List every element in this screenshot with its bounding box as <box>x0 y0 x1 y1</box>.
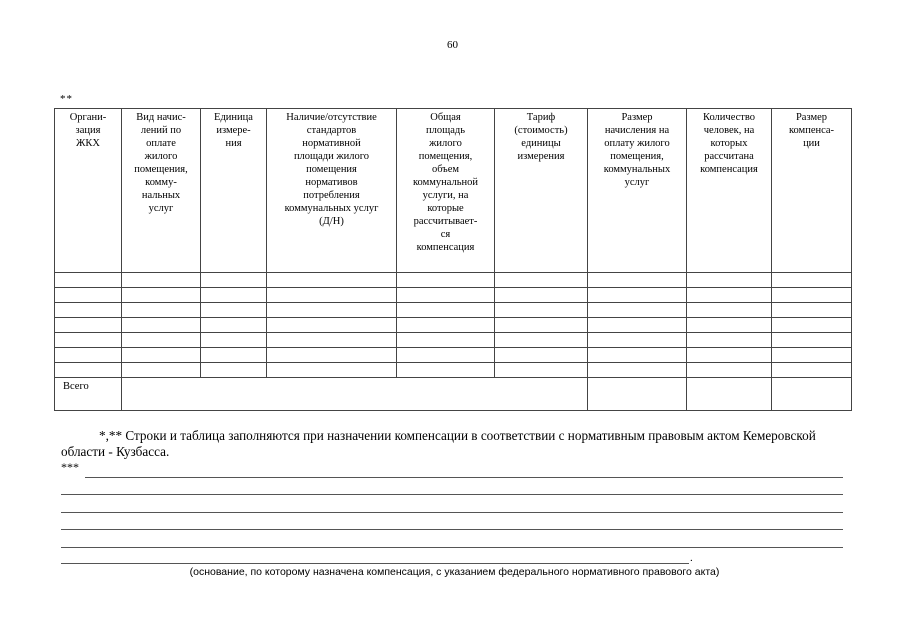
table-cell[interactable] <box>687 288 772 303</box>
basis-footnote-marker: *** <box>61 460 79 474</box>
table-row <box>55 333 852 348</box>
header-total-area: Общая площадь жилого помещения, объем коммунальной услуги, на которые рассчитывает- ся компенсация <box>397 109 495 273</box>
table-cell[interactable] <box>495 288 588 303</box>
table-cell[interactable] <box>687 318 772 333</box>
header-unit: Единица измере- ния <box>201 109 267 273</box>
compensation-table <box>54 108 852 411</box>
table-cell[interactable] <box>122 363 201 378</box>
basis-line-2[interactable] <box>61 494 843 495</box>
table-cell[interactable] <box>267 273 397 288</box>
header-standards: Наличие/отсутствие стандартов нормативной площади жилого помещения нормативов потребления коммунальных услуг (Д/Н) <box>267 109 397 273</box>
table-cell[interactable] <box>687 333 772 348</box>
table-header-row <box>55 109 852 273</box>
total-merged-cell[interactable] <box>122 378 588 411</box>
header-organization: Органи- зация ЖКХ <box>55 109 122 273</box>
table-cell[interactable] <box>495 318 588 333</box>
table-cell[interactable] <box>201 288 267 303</box>
total-compensation-cell[interactable] <box>772 378 852 411</box>
table-cell[interactable] <box>122 288 201 303</box>
table-cell[interactable] <box>495 333 588 348</box>
table-cell[interactable] <box>55 288 122 303</box>
table-cell[interactable] <box>772 303 852 318</box>
table-cell[interactable] <box>397 348 495 363</box>
table-cell[interactable] <box>55 348 122 363</box>
table-cell[interactable] <box>267 303 397 318</box>
table-cell[interactable] <box>267 318 397 333</box>
table-cell[interactable] <box>495 273 588 288</box>
footnote-body: *,** Строки и таблица заполняются при назначении компенсации в соответствии с нормативным правовым актом Кемеровской области - Кузбасса. <box>61 428 816 459</box>
table-cell[interactable] <box>55 303 122 318</box>
basis-line-6[interactable] <box>61 563 689 564</box>
table-cell[interactable] <box>687 363 772 378</box>
table-cell[interactable] <box>772 363 852 378</box>
table-cell[interactable] <box>772 288 852 303</box>
table-cell[interactable] <box>55 273 122 288</box>
table-cell[interactable] <box>201 333 267 348</box>
table-cell[interactable] <box>267 333 397 348</box>
table-cell[interactable] <box>495 303 588 318</box>
table-cell[interactable] <box>397 273 495 288</box>
basis-end-dot: . <box>690 552 693 564</box>
page-number: 60 <box>447 39 458 51</box>
basis-line-5[interactable] <box>61 547 843 548</box>
table-row <box>55 303 852 318</box>
table-cell[interactable] <box>122 273 201 288</box>
table-cell[interactable] <box>267 288 397 303</box>
table-cell[interactable] <box>495 348 588 363</box>
table-cell[interactable] <box>55 318 122 333</box>
total-people-cell[interactable] <box>687 378 772 411</box>
table-cell[interactable] <box>588 363 687 378</box>
table-total-row <box>55 378 852 411</box>
basis-line-1[interactable] <box>85 477 843 478</box>
table-cell[interactable] <box>201 273 267 288</box>
table-cell[interactable] <box>122 348 201 363</box>
table-cell[interactable] <box>267 348 397 363</box>
table-cell[interactable] <box>495 363 588 378</box>
table-cell[interactable] <box>122 318 201 333</box>
table-footnote-marker: ** <box>60 93 73 105</box>
footnote-text <box>61 428 851 460</box>
total-label: Всего <box>55 378 122 411</box>
table-cell[interactable] <box>397 303 495 318</box>
table-cell[interactable] <box>397 288 495 303</box>
table-cell[interactable] <box>687 303 772 318</box>
table-cell[interactable] <box>588 288 687 303</box>
table-row <box>55 363 852 378</box>
table-row <box>55 348 852 363</box>
table-cell[interactable] <box>397 333 495 348</box>
table-cell[interactable] <box>772 318 852 333</box>
total-charge-cell[interactable] <box>588 378 687 411</box>
table-cell[interactable] <box>588 318 687 333</box>
basis-line-4[interactable] <box>61 529 843 530</box>
table-cell[interactable] <box>772 348 852 363</box>
table-row <box>55 318 852 333</box>
table-cell[interactable] <box>201 348 267 363</box>
table-cell[interactable] <box>588 273 687 288</box>
table-cell[interactable] <box>397 363 495 378</box>
table-cell[interactable] <box>55 363 122 378</box>
table-row <box>55 288 852 303</box>
basis-caption: (основание, по которому назначена компенсация, с указанием федерального нормативного правового акта) <box>189 566 720 578</box>
table-cell[interactable] <box>772 273 852 288</box>
table-cell[interactable] <box>201 363 267 378</box>
table-cell[interactable] <box>201 303 267 318</box>
header-charge-type: Вид начис- лений по оплате жилого помещения, комму- нальных услуг <box>122 109 201 273</box>
table-cell[interactable] <box>588 303 687 318</box>
table-cell[interactable] <box>201 318 267 333</box>
table-cell[interactable] <box>55 333 122 348</box>
table-body <box>55 273 852 411</box>
header-people-count: Количество человек, на которых рассчитана компенсация <box>687 109 772 273</box>
table-cell[interactable] <box>122 303 201 318</box>
header-tariff: Тариф (стоимость) единицы измерения <box>495 109 588 273</box>
table-cell[interactable] <box>122 333 201 348</box>
basis-line-3[interactable] <box>61 512 843 513</box>
table-cell[interactable] <box>397 318 495 333</box>
header-charge-amount: Размер начисления на оплату жилого помещения, коммунальных услуг <box>588 109 687 273</box>
table-cell[interactable] <box>687 273 772 288</box>
table-cell[interactable] <box>687 348 772 363</box>
table-cell[interactable] <box>588 333 687 348</box>
table-cell[interactable] <box>267 363 397 378</box>
header-compensation-amount: Размер компенса- ции <box>772 109 852 273</box>
table-row <box>55 273 852 288</box>
table-cell[interactable] <box>588 348 687 363</box>
table-cell[interactable] <box>772 333 852 348</box>
